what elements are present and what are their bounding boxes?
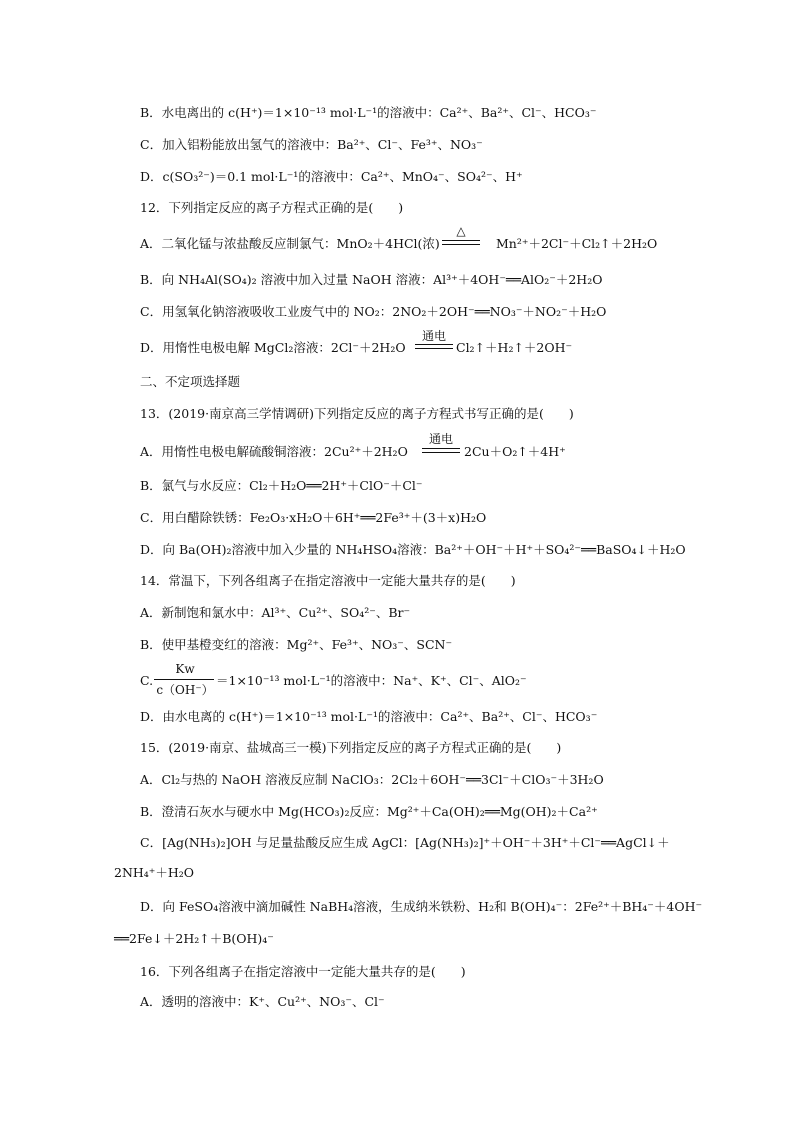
equals-bar-top — [442, 240, 480, 241]
option-d-q15-continued: ══2Fe↓＋2H₂↑＋B(OH)₄⁻ — [114, 931, 274, 946]
question-12-stem: 12．下列指定反应的离子方程式正确的是( ) — [140, 200, 404, 215]
fraction-denominator: c（OH⁻） — [156, 683, 214, 697]
fraction-bar — [154, 679, 214, 680]
option-d-q14: D．由水电离的 c(H⁺)＝1×10⁻¹³ mol·L⁻¹的溶液中：Ca²⁺、Ba²⁺、Cl⁻、HCO₃⁻ — [140, 709, 598, 724]
equals-bar-top — [422, 448, 460, 449]
option-c-q11: C．加入铝粉能放出氢气的溶液中：Ba²⁺、Cl⁻、Fe³⁺、NO₃⁻ — [140, 137, 483, 152]
question-14-stem: 14．常温下，下列各组离子在指定溶液中一定能大量共存的是( ) — [140, 573, 516, 588]
heat-condition-symbol: △ — [456, 224, 466, 238]
question-16-stem: 16．下列各组离子在指定溶液中一定能大量共存的是( ) — [140, 964, 466, 979]
option-a-q15: A．Cl₂与热的 NaOH 溶液反应制 NaClO₃：2Cl₂＋6OH⁻══3Cl⁻＋ClO₃⁻＋3H₂O — [140, 772, 604, 787]
equals-bar-bottom — [442, 244, 480, 245]
electrolysis-condition-label: 通电 — [421, 329, 446, 343]
option-a-q14: A．新制饱和氯水中：Al³⁺、Cu²⁺、SO₄²⁻、Br⁻ — [140, 605, 411, 620]
fraction-numerator: Kw — [175, 662, 195, 676]
question-15-stem: 15．(2019·南京、盐城高三一模)下列指定反应的离子方程式正确的是( ) — [140, 740, 562, 755]
option-c-q15: C．[Ag(NH₃)₂]OH 与足量盐酸反应生成 AgCl：[Ag(NH₃)₂]⁺＋OH⁻＋3H⁺＋Cl⁻══AgCl↓＋ — [140, 835, 670, 850]
equals-bar-bottom — [422, 452, 460, 453]
section-heading: 二、不定项选择题 — [140, 374, 241, 389]
option-a-q16: A．透明的溶液中：K⁺、Cu²⁺、NO₃⁻、Cl⁻ — [140, 994, 385, 1009]
electrolysis-condition-label: 通电 — [428, 432, 453, 446]
question-13-stem: 13．(2019·南京高三学情调研)下列指定反应的离子方程式书写正确的是( ) — [140, 406, 574, 421]
option-d-q11: D．c(SO₃²⁻)＝0.1 mol·L⁻¹的溶液中：Ca²⁺、MnO₄⁻、SO₄²⁻、H⁺ — [140, 169, 523, 184]
option-d-q12-left: D．用惰性电极电解 MgCl₂溶液：2Cl⁻＋2H₂O — [140, 340, 406, 355]
equals-bar-top — [415, 344, 453, 345]
option-b-q11: B．水电离出的 c(H⁺)＝1×10⁻¹³ mol·L⁻¹的溶液中：Ca²⁺、Ba²⁺、Cl⁻、HCO₃⁻ — [140, 105, 597, 120]
option-a-q12-right: Mn²⁺＋2Cl⁻＋Cl₂↑＋2H₂O — [496, 236, 658, 251]
option-a-q13-right: 2Cu＋O₂↑＋4H⁺ — [464, 444, 566, 459]
option-b-q12: B．向 NH₄Al(SO₄)₂ 溶液中加入过量 NaOH 溶液：Al³⁺＋4OH⁻══AlO₂⁻＋2H₂O — [140, 272, 603, 287]
option-d-q15: D．向 FeSO₄溶液中滴加碱性 NaBH₄溶液，生成纳米铁粉、H₂和 B(OH)₄⁻：2Fe²⁺＋BH₄⁻＋4OH⁻ — [140, 899, 703, 914]
option-c-q14-label: C. — [140, 673, 154, 688]
option-d-q12-right: Cl₂↑＋H₂↑＋2OH⁻ — [456, 340, 573, 355]
equals-bar-bottom — [415, 348, 453, 349]
option-a-q12-left: A．二氧化锰与浓盐酸反应制氯气：MnO₂＋4HCl(浓) — [140, 236, 440, 251]
option-a-q13-left: A．用惰性电极电解硫酸铜溶液：2Cu²⁺＋2H₂O — [140, 444, 408, 459]
option-b-q15: B．澄清石灰水与硬水中 Mg(HCO₃)₂反应：Mg²⁺＋Ca(OH)₂══Mg(OH)₂＋Ca²⁺ — [140, 804, 598, 819]
option-c-q14-rest: ＝1×10⁻¹³ mol·L⁻¹的溶液中：Na⁺、K⁺、Cl⁻、AlO₂⁻ — [216, 673, 527, 688]
option-c-q15-continued: 2NH₄⁺＋H₂O — [114, 865, 195, 880]
option-b-q14: B．使甲基橙变红的溶液：Mg²⁺、Fe³⁺、NO₃⁻、SCN⁻ — [140, 637, 453, 652]
option-b-q13: B．氯气与水反应：Cl₂＋H₂O══2H⁺＋ClO⁻＋Cl⁻ — [140, 478, 423, 493]
option-d-q13: D．向 Ba(OH)₂溶液中加入少量的 NH₄HSO₄溶液：Ba²⁺＋OH⁻＋H⁺＋SO₄²⁻══BaSO₄↓＋H₂O — [140, 542, 686, 557]
option-c-q13: C．用白醋除铁锈：Fe₂O₃·xH₂O＋6H⁺══2Fe³⁺＋(3＋x)H₂O — [140, 510, 487, 525]
option-c-q12: C．用氢氧化钠溶液吸收工业废气中的 NO₂：2NO₂＋2OH⁻══NO₃⁻＋NO₂⁻＋H₂O — [140, 304, 607, 319]
